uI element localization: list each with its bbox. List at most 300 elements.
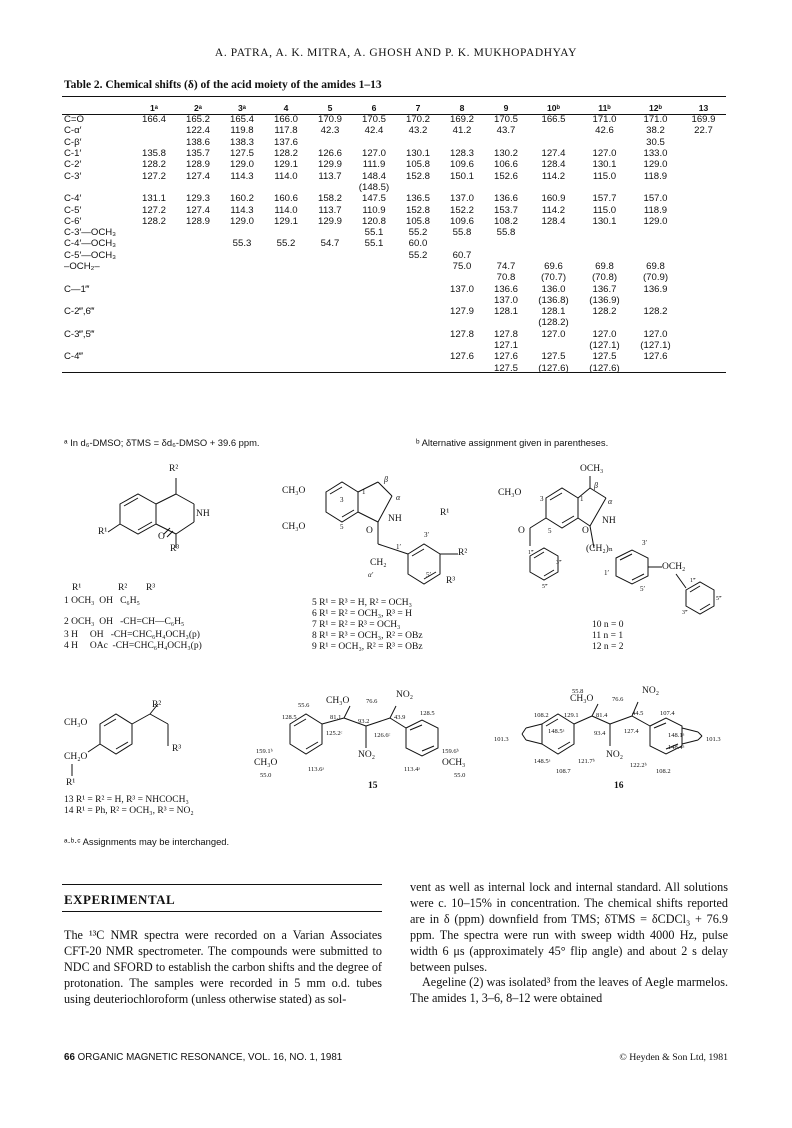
s15-label: 55.0 <box>260 772 272 779</box>
s10-label: (CH₂)ₙ <box>586 544 613 554</box>
s10-label: 5 <box>548 527 552 535</box>
table-cell: 170.2 <box>405 114 430 126</box>
table-cell <box>396 351 440 362</box>
table-cell: 105.8 <box>405 159 430 171</box>
table-cell: 148.4 <box>361 170 386 182</box>
table-cell <box>132 182 176 193</box>
table-cell: 131.1 <box>141 193 166 205</box>
structure-15 <box>246 690 488 790</box>
table-column-header: 12ᵇ <box>649 103 662 113</box>
table-cell: 160.9 <box>541 193 566 205</box>
s10-label: 3‴ <box>556 560 562 566</box>
table-cell <box>132 351 176 362</box>
row-label: C-1′ <box>64 148 82 160</box>
s15-label: 113.6ᵃ <box>308 766 325 773</box>
table-cell: 115.0 <box>592 204 617 216</box>
s15-label: 43.9 <box>394 714 406 721</box>
table-cell <box>352 295 396 306</box>
table-column-header: 9 <box>503 103 509 113</box>
table-cell <box>579 137 630 148</box>
table-cell: 128.9 <box>185 215 210 227</box>
table-cell <box>681 329 726 340</box>
structures-footnote: ᵃ·ᵇ·ᶜ Assignments may be interchanged. <box>64 836 230 847</box>
structure-16 <box>494 686 726 796</box>
row-label: C-2′ <box>64 159 82 171</box>
table-column-header: 3ᵃ <box>237 103 247 113</box>
structure-16-drawing <box>494 686 726 796</box>
s10-legend-row: 11 n = 1 <box>592 631 624 641</box>
table-cell: 136.7 <box>592 283 617 295</box>
table-cell <box>630 250 681 261</box>
table-cell <box>264 227 308 238</box>
s1-label: R³ <box>170 544 180 554</box>
table-cell <box>579 182 630 193</box>
table-cell: 114.3 <box>230 204 254 216</box>
table-cell: 60.0 <box>408 238 428 250</box>
table-cell <box>176 351 220 362</box>
table-cell <box>396 340 440 351</box>
table-row <box>62 216 726 227</box>
table-cell: 117.8 <box>274 125 298 137</box>
table-cell: 122.4 <box>185 125 210 137</box>
table-cell: 150.1 <box>449 170 474 182</box>
table-cell <box>308 295 352 306</box>
table-body <box>62 114 726 374</box>
s15-label: 126.6ᶜ <box>374 732 391 739</box>
row-label: C-4‴ <box>64 351 83 363</box>
table-column-header: 10ᵇ <box>547 103 560 113</box>
row-label: C-5′ <box>64 204 82 216</box>
s15-label: 113.4ᵃ <box>404 766 421 773</box>
table-cell: 70.8 <box>496 272 516 284</box>
table-cell: 38.2 <box>646 125 665 137</box>
table-cell: 127.4 <box>541 148 566 160</box>
s10-label: 1′ <box>604 569 610 577</box>
s5-label: O <box>366 526 373 536</box>
table-cell: (127.1) <box>589 340 620 352</box>
table-cell <box>176 306 220 317</box>
table-cell <box>579 317 630 328</box>
table-cell <box>264 351 308 362</box>
s16-label: 101.3 <box>706 736 721 743</box>
table-cell: 30.5 <box>646 136 665 148</box>
s13-label: CH₂O <box>64 752 88 762</box>
table-cell <box>132 250 176 261</box>
table-cell <box>681 261 726 272</box>
table-cell <box>176 295 220 306</box>
table-row <box>62 159 726 170</box>
table-cell <box>630 317 681 328</box>
table-cell <box>579 227 630 238</box>
table-row <box>62 295 726 306</box>
s5-label: α′ <box>368 571 374 579</box>
s13-label: R³ <box>172 744 182 754</box>
row-label <box>62 295 132 306</box>
table-cell: (128.2) <box>538 317 569 329</box>
s15-label: 76.6 <box>366 698 378 705</box>
table-cell <box>396 137 440 148</box>
table-cell <box>528 125 579 136</box>
table-cell <box>440 295 484 306</box>
s15-label: 159.6ᵇ <box>442 748 459 755</box>
footer-journal-name: ORGANIC MAGNETIC RESONANCE, VOL. 16, NO. 1, 1981 <box>77 1052 343 1063</box>
s5-label: 5′ <box>426 571 432 579</box>
table-cell: 127.0 <box>541 328 566 340</box>
s10-legend-row: 12 n = 2 <box>592 642 624 652</box>
table-cell <box>630 238 681 249</box>
table-cell: 55.1 <box>364 238 384 250</box>
table-cell: 106.6 <box>493 159 518 171</box>
table-cell <box>681 238 726 249</box>
table-cell: 127.5 <box>493 362 518 374</box>
table-cell <box>176 227 220 238</box>
s15-label: 81.1 <box>330 714 342 721</box>
table-cell <box>308 329 352 340</box>
table-cell: 60.7 <box>452 249 472 261</box>
table-cell: 128.4 <box>541 159 566 171</box>
s16-label: 148.5ᵃ <box>548 728 565 735</box>
table-row <box>62 170 726 181</box>
table-cell: 55.2 <box>408 227 428 239</box>
table-cell <box>396 329 440 340</box>
table-row <box>62 114 726 125</box>
table-cell: 127.4 <box>185 170 210 182</box>
table-cell: 54.7 <box>320 238 340 250</box>
table-cell: 115.0 <box>592 170 617 182</box>
table-cell: 165.4 <box>229 114 254 126</box>
row-label: C—1‴ <box>64 283 90 295</box>
table-cell <box>176 272 220 283</box>
table-cell <box>308 351 352 362</box>
table-cell: (70.7) <box>540 272 567 284</box>
table-cell: 127.2 <box>141 170 166 182</box>
table-cell: 119.8 <box>230 125 254 137</box>
table-row <box>62 125 726 136</box>
table-cell: 43.7 <box>496 125 516 137</box>
table-cell: 136.0 <box>541 283 566 295</box>
table-cell: 127.0 <box>361 148 386 160</box>
table-cell <box>681 227 726 238</box>
table-row <box>62 329 726 340</box>
table-cell <box>132 317 176 328</box>
s1-label: O <box>158 532 165 542</box>
table-cell: 127.1 <box>493 340 518 352</box>
table-column-header: 8 <box>459 103 465 113</box>
table-cell <box>220 261 264 272</box>
row-label: C-β′ <box>64 136 82 148</box>
table-cell: 137.0 <box>493 294 518 306</box>
table-cell <box>396 272 440 283</box>
table-cell: 109.6 <box>449 159 474 171</box>
table-row <box>62 137 726 148</box>
table-cell: 69.6 <box>544 261 563 272</box>
table-cell: 55.8 <box>496 227 516 239</box>
running-head: A. PATRA, A. K. MITRA, A. GHOSH AND P. K. MUKHOPADHYAY <box>214 47 578 59</box>
s10-label: β <box>594 481 598 490</box>
table-cell <box>681 317 726 328</box>
table-column-header: 13 <box>698 103 709 113</box>
s13-label: R¹ <box>66 778 76 788</box>
table-cell: 166.0 <box>273 114 298 126</box>
table-row <box>62 250 726 261</box>
table-cell: 127.9 <box>449 306 474 318</box>
s1-label: R¹ <box>98 527 108 537</box>
table-cell <box>681 351 726 362</box>
experimental-right-text-2: Aegeline (2) was isolated³ from the leaves of Aegle marmelos. The amides 1, 3–6, 8–12 were obtained <box>410 975 728 1006</box>
table-cell: 127.2 <box>141 204 166 216</box>
table-cell: 153.7 <box>493 204 518 216</box>
table-cell: 128.4 <box>541 215 566 227</box>
table-cell: 109.6 <box>449 215 474 227</box>
s5-legend-row: 7 R¹ = R² = R³ = OCH₃ <box>312 620 401 630</box>
s15-label: CH₃O <box>326 696 350 706</box>
s16-label: 76.6 <box>612 696 624 703</box>
table-column-header: 2ᵃ <box>193 103 203 113</box>
table-cell <box>440 182 484 193</box>
table-cell <box>484 137 528 148</box>
table-cell <box>396 182 440 193</box>
experimental-left-column <box>64 928 382 1008</box>
table-cell: 170.5 <box>361 114 386 126</box>
row-label <box>62 317 132 328</box>
table-cell: 136.6 <box>493 193 518 205</box>
s16-label: 121.7ᵇ <box>578 758 595 765</box>
footer-page-number: 66 <box>64 1052 75 1063</box>
table-cell <box>396 261 440 272</box>
table-cell: 137.6 <box>273 136 298 148</box>
table-cell: 127.5 <box>592 351 617 363</box>
s5-label: CH₃O <box>282 486 306 496</box>
s10-label: O <box>582 526 589 536</box>
footer-copyright: © Heyden & Son Ltd, 1981 <box>619 1052 728 1063</box>
s16-label: 108.7 <box>556 768 571 775</box>
table-cell: (70.8) <box>591 272 618 284</box>
table-cell: 129.3 <box>185 193 210 205</box>
table-cell: 152.8 <box>405 170 430 182</box>
table-cell: 158.2 <box>317 193 342 205</box>
table-cell: 160.6 <box>273 193 298 205</box>
s15-label: NO₂ <box>358 750 376 760</box>
table-cell: 152.6 <box>493 170 518 182</box>
table-cell: 152.8 <box>405 204 430 216</box>
table-cell: 133.0 <box>643 148 668 160</box>
table-cell <box>264 329 308 340</box>
table-cell <box>681 148 726 159</box>
table-cell <box>220 272 264 283</box>
table-cell <box>352 340 396 351</box>
table-cell: 130.1 <box>592 159 617 171</box>
s5-label: 1 <box>362 488 366 496</box>
table-cell <box>132 261 176 272</box>
table-cell <box>308 272 352 283</box>
table-cell <box>264 306 308 317</box>
table-cell <box>681 306 726 317</box>
table-footnote-b: ᵇ Alternative assignment given in parentheses. <box>416 437 609 448</box>
table-cell <box>308 317 352 328</box>
table-cell: 75.0 <box>452 261 472 272</box>
s5-label: 3 <box>340 496 344 504</box>
table-cell <box>352 272 396 283</box>
s16-label: 101.3 <box>494 736 509 743</box>
table-cell <box>440 238 484 249</box>
table-cell: 120.8 <box>361 215 386 227</box>
s15-label: 55.6 <box>298 702 310 709</box>
table-cell <box>176 317 220 328</box>
table-cell <box>681 137 726 148</box>
s10-label: α <box>608 497 613 506</box>
experimental-left-text: The ¹³C NMR spectra were recorded on a Varian Associates CFT-20 NMR spectrometer. The compounds were submitted to NDC and SFORD to establish the carbon shifts and the degree of protonation. The samples were recorded in 5 mm o.d. tubes using deuteriochloroform (unless otherwise stated) as sol- <box>64 928 382 1006</box>
table-column-header: 1ᵃ <box>149 103 159 113</box>
s16-label: 127.4 <box>624 728 639 735</box>
row-label: C-3′ <box>64 170 82 182</box>
s1-label: NH <box>196 509 210 519</box>
table-cell: 129.1 <box>273 215 298 227</box>
table-cell: 127.8 <box>449 328 474 340</box>
table-cell: 135.7 <box>185 148 210 160</box>
s13-label: CH₃O <box>64 718 88 728</box>
structure-10-12 <box>490 464 730 639</box>
table-cell: 129.0 <box>229 215 254 227</box>
table-caption: Table 2. Chemical shifts (δ) of the acid moiety of the amides 1–13 <box>64 79 382 91</box>
row-label: C-5′—OCH₃ <box>64 249 117 261</box>
s5-legend-row: 9 R¹ = OCH₃, R² = R³ = OBz <box>312 642 423 652</box>
table-cell: 114.0 <box>274 170 298 182</box>
table-cell: 157.0 <box>643 193 668 205</box>
table-cell <box>132 283 176 294</box>
s16-label: 108.2 <box>534 712 549 719</box>
table-cell <box>579 238 630 249</box>
s5-label: R² <box>458 548 468 558</box>
table-cell: 105.8 <box>405 215 430 227</box>
table-cell: 128.2 <box>273 148 298 160</box>
table-cell: 69.8 <box>646 261 665 272</box>
s10-label: 3‴ <box>682 610 688 616</box>
table-cell <box>352 329 396 340</box>
table-cell: 135.8 <box>141 148 166 160</box>
table-footnote-a: ᵃ In d₆-DMSO; δTMS = δd₆-DMSO + 39.6 ppm. <box>64 437 260 448</box>
table-cell: 128.2 <box>592 306 617 318</box>
row-label: C-2‴,6‴ <box>64 306 95 318</box>
table-cell <box>308 182 352 193</box>
structure-13-14-drawing <box>64 700 234 800</box>
table-cell: 42.3 <box>320 125 340 137</box>
table-cell: 138.6 <box>185 136 210 148</box>
table-cell <box>264 317 308 328</box>
table-row <box>62 204 726 215</box>
table-cell <box>352 283 396 294</box>
s1-legend-header-r1: R¹ <box>72 583 82 593</box>
table-cell <box>484 182 528 193</box>
table-cell <box>484 238 528 249</box>
table-cell <box>220 227 264 238</box>
structure-5-9 <box>282 462 482 592</box>
table-cell: 127.0 <box>592 328 617 340</box>
s1-legend-row: 2 OCH₃ OH -CH=CH—C₆H₅ <box>64 617 185 627</box>
table-header-row <box>62 102 726 114</box>
s15-label: OCH₃ <box>442 758 466 768</box>
table-cell: 42.6 <box>595 125 614 137</box>
row-label: C-3′—OCH₃ <box>64 227 117 239</box>
table-cell <box>528 340 579 351</box>
table-cell <box>308 250 352 261</box>
table-cell: 152.2 <box>449 204 474 216</box>
s5-label: 3′ <box>424 531 430 539</box>
table-cell: (127.1) <box>640 340 671 352</box>
s10-label: 1 <box>580 495 584 503</box>
s1-legend-row: 4 H OAc -CH=CHC₆H₄OCH₃(p) <box>64 641 202 651</box>
s1-label: R² <box>169 464 179 474</box>
table-cell: 130.2 <box>493 148 518 160</box>
table-cell <box>264 261 308 272</box>
s15-label: 128.5 <box>420 710 435 717</box>
s5-label: NH <box>388 514 402 524</box>
structure-13-14 <box>64 700 234 800</box>
table-cell: 129.0 <box>229 159 254 171</box>
s15-label: CH₃O <box>254 758 278 768</box>
experimental-right-text-1: vent as well as internal lock and internal standard. All solutions were c. 10–15% in concentration. The chemical shifts reported are in δ (ppm) downfield from TMS; δTMS = δCDCl₃ + 76.9 ppm. The spectra were run with sweep width 4000 Hz, pulse width 6 μs (approximately 45° flip angle) and about 2 s delay between pulses. <box>410 880 728 974</box>
table-bottom-rule <box>62 372 726 373</box>
table-cell <box>176 329 220 340</box>
table-cell <box>630 227 681 238</box>
s15-label: 159.1ᵇ <box>256 748 273 755</box>
table-cell: 147.5 <box>361 193 386 205</box>
table-cell <box>681 170 726 181</box>
row-label: C-6′ <box>64 215 82 227</box>
table-cell: 136.6 <box>493 283 518 295</box>
table-cell: 22.7 <box>694 125 713 137</box>
s1-legend-header-r3: R³ <box>146 583 156 593</box>
row-label: C-4′—OCH₃ <box>64 238 117 250</box>
table-row <box>62 148 726 159</box>
table-cell: 166.5 <box>541 114 566 126</box>
table-row <box>62 340 726 351</box>
table-cell <box>440 340 484 351</box>
table-cell: 160.2 <box>229 193 254 205</box>
table-cell: 114.2 <box>541 170 566 182</box>
table-cell <box>176 340 220 351</box>
s5-label: α <box>396 493 401 502</box>
table-cell <box>132 295 176 306</box>
row-label: C-3‴,5‴ <box>64 328 95 340</box>
table-cell <box>681 283 726 294</box>
table-cell <box>396 295 440 306</box>
s10-legend-row: 10 n = 0 <box>592 620 624 630</box>
table-cell: 137.0 <box>449 283 474 295</box>
table-cell: 127.5 <box>541 351 566 363</box>
table-cell <box>681 295 726 306</box>
table-cell: 138.3 <box>229 136 254 148</box>
table-cell: 127.0 <box>592 148 617 160</box>
row-label: –OCH₂– <box>64 261 100 272</box>
table-cell <box>308 261 352 272</box>
s16-label: 44.5 <box>632 710 644 717</box>
table-cell <box>440 317 484 328</box>
table-row <box>62 317 726 328</box>
table-cell <box>220 329 264 340</box>
table-cell: 128.2 <box>141 159 166 171</box>
structure-15-number: 15 <box>368 781 378 791</box>
row-label <box>62 272 132 283</box>
table-cell: 114.2 <box>541 204 566 216</box>
table-cell: 129.9 <box>317 215 342 227</box>
table-cell: 165.2 <box>185 114 210 126</box>
s10-label: O <box>518 526 525 536</box>
footer-journal <box>64 1052 342 1063</box>
table-cell <box>264 272 308 283</box>
table-cell <box>264 283 308 294</box>
table-cell: (136.9) <box>589 294 620 306</box>
s16-label: 107.4 <box>660 710 675 717</box>
